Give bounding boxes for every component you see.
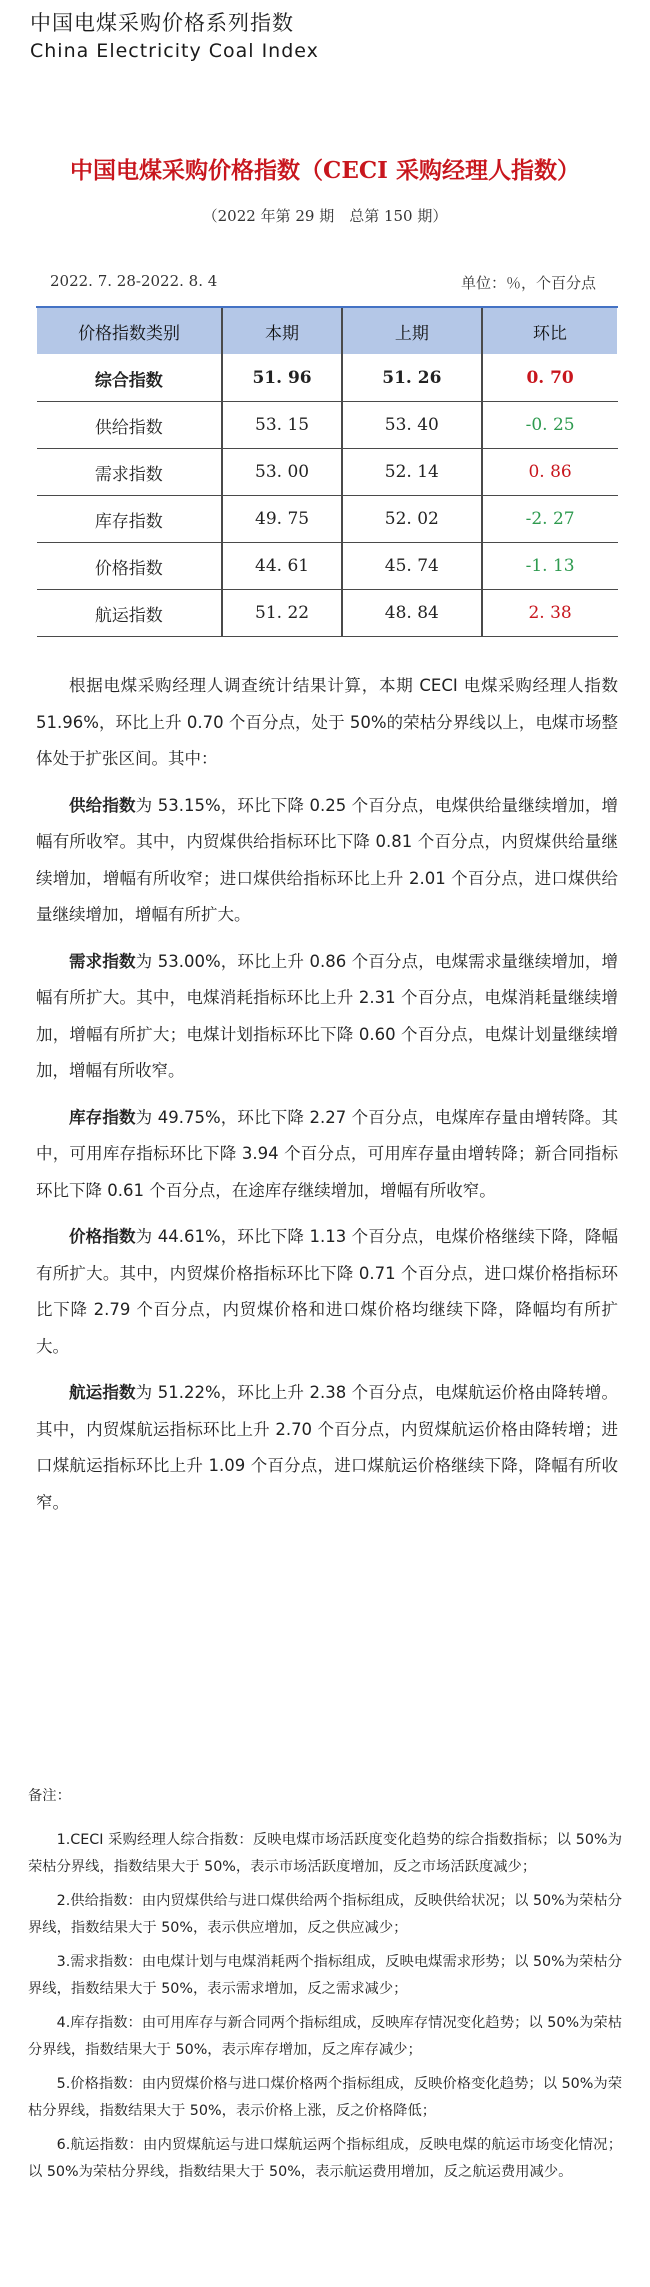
paragraph-lead: 供给指数 — [69, 795, 136, 815]
notes-heading: 备注： — [28, 1788, 71, 1804]
report-title: 中国电煤采购价格指数（CECI 采购经理人指数） — [70, 157, 580, 184]
previous-value: 52. 02 — [342, 496, 482, 543]
previous-value: 48. 84 — [342, 590, 482, 637]
index-name: 库存指数 — [37, 496, 223, 543]
analysis-paragraph — [36, 1375, 618, 1521]
current-value: 53. 15 — [222, 402, 342, 449]
analysis-paragraph — [36, 1100, 618, 1210]
note-item: 2.供给指数：由内贸煤供给与进口煤供给两个指标组成，反映供给状况；以 50%为荣枯分界线，指数结果大于 50%，表示供应增加，反之供应减少； — [28, 1892, 622, 1936]
paragraph-lead: 库存指数 — [69, 1107, 136, 1127]
table-header-row — [37, 307, 618, 355]
note-item: 6.航运指数：由内贸煤航运与进口煤航运两个指标组成，反映电煤的航运市场变化情况；以 50%为荣枯分界线，指数结果大于 50%，表示航运费用增加，反之航运费用减少。 — [28, 2136, 622, 2180]
paragraph-lead: 航运指数 — [69, 1383, 136, 1402]
index-name: 需求指数 — [37, 449, 223, 496]
paragraph-text: 为 44.61%，环比下降 1.13 个百分点，电煤价格继续下降，降幅有所扩大。其中，内贸煤价格指标环比下降 0.71 个百分点，进口煤价格指标环比下降 2.79 个百分点，内贸煤价格和进口煤价格均继续下降，降幅均有所扩大。 — [36, 1227, 619, 1356]
brand-title-cn: 中国电煤采购价格系列指数 — [30, 11, 294, 35]
intro-paragraph: 根据电煤采购经理人调查统计结果计算，本期 CECI 电煤采购经理人指数 51.96%，环比上升 0.70 个百分点，处于 50%的荣枯分界线以上，电煤市场整体处于扩张区间。其中： — [36, 676, 618, 768]
previous-value: 52. 14 — [342, 449, 482, 496]
previous-value: 53. 40 — [342, 402, 482, 449]
header-change: 环比 — [482, 307, 618, 355]
change-value: 0. 86 — [482, 449, 618, 496]
analysis-paragraph — [36, 944, 618, 1090]
current-value: 53. 00 — [222, 449, 342, 496]
table-row — [37, 496, 618, 543]
index-name: 供给指数 — [37, 402, 223, 449]
paragraph-lead: 需求指数 — [69, 951, 136, 971]
table-row — [37, 402, 618, 449]
header-current: 本期 — [222, 307, 342, 355]
paragraph-text: 为 51.22%，环比上升 2.38 个百分点，电煤航运价格由降转增。其中，内贸煤航运指标环比上升 2.70 个百分点，内贸煤航运价格由降转增；进口煤航运指标环比上升 1.09 个百分点，进口煤航运价格继续下降，降幅有所收窄。 — [36, 1383, 619, 1512]
change-value: 0. 70 — [482, 355, 618, 402]
unit-label: 单位：％，个百分点 — [460, 274, 596, 292]
table-row — [37, 543, 618, 590]
header — [30, 8, 319, 64]
previous-value: 51. 26 — [342, 355, 482, 402]
index-table — [36, 306, 618, 637]
current-value: 49. 75 — [222, 496, 342, 543]
index-name: 航运指数 — [37, 590, 223, 637]
change-value: -2. 27 — [482, 496, 618, 543]
analysis-paragraph — [36, 1219, 618, 1365]
change-value: -0. 25 — [482, 402, 618, 449]
index-name: 综合指数 — [37, 355, 223, 402]
analysis-text — [36, 668, 618, 1531]
index-name: 价格指数 — [37, 543, 223, 590]
current-value: 51. 96 — [222, 355, 342, 402]
note-item: 4.库存指数：由可用库存与新合同两个指标组成，反映库存情况变化趋势；以 50%为荣枯分界线，指数结果大于 50%，表示库存增加，反之库存减少； — [28, 2014, 622, 2058]
change-value: -1. 13 — [482, 543, 618, 590]
brand-title-en: China Electricity Coal Index — [30, 40, 319, 62]
paragraph-text: 为 53.15%，环比下降 0.25 个百分点，电煤供给量继续增加，增幅有所收窄。其中，内贸煤供给指标环比下降 0.81 个百分点，内贸煤供给量继续增加，增幅有所收窄；进口煤供给指标环比上升 2.01 个百分点，进口煤供给量继续增加，增幅有所扩大。 — [36, 795, 619, 924]
change-value: 2. 38 — [482, 590, 618, 637]
analysis-paragraph — [36, 788, 618, 934]
table-row — [37, 355, 618, 402]
date-range: 2022. 7. 28-2022. 8. 4 — [50, 272, 218, 290]
note-item: 5.价格指数：由内贸煤价格与进口煤价格两个指标组成，反映价格变化趋势；以 50%为荣枯分界线，指数结果大于 50%，表示价格上涨，反之价格降低； — [28, 2075, 622, 2119]
paragraph-text: 为 49.75%，环比下降 2.27 个百分点，电煤库存量由增转降。其中，可用库存指标环比下降 3.94 个百分点，可用库存量由增转降；新合同指标环比下降 0.61 个百分点，在途库存继续增加，增幅有所收窄。 — [36, 1107, 619, 1200]
issue-number: （2022 年第 29 期 总第 150 期） — [202, 207, 448, 225]
previous-value: 45. 74 — [342, 543, 482, 590]
paragraph-text: 为 53.00%，环比上升 0.86 个百分点，电煤需求量继续增加，增幅有所扩大。其中，电煤消耗指标环比上升 2.31 个百分点，电煤消耗量继续增加，增幅有所扩大；电煤计划指标环比下降 0.60 个百分点，电煤计划量继续增加，增幅有所收窄。 — [36, 951, 619, 1080]
current-value: 44. 61 — [222, 543, 342, 590]
header-category: 价格指数类别 — [37, 307, 223, 355]
notes-section — [28, 1783, 622, 2193]
header-previous: 上期 — [342, 307, 482, 355]
table-row — [37, 590, 618, 637]
note-item: 1.CECI 采购经理人综合指数：反映电煤市场活跃度变化趋势的综合指数指标；以 50%为荣枯分界线，指数结果大于 50%，表示市场活跃度增加，反之市场活跃度减少； — [28, 1831, 622, 1875]
paragraph-lead: 价格指数 — [69, 1227, 136, 1246]
current-value: 51. 22 — [222, 590, 342, 637]
note-item: 3.需求指数：由电煤计划与电煤消耗两个指标组成，反映电煤需求形势；以 50%为荣枯分界线，指数结果大于 50%，表示需求增加，反之需求减少； — [28, 1953, 622, 1997]
table-row — [37, 449, 618, 496]
